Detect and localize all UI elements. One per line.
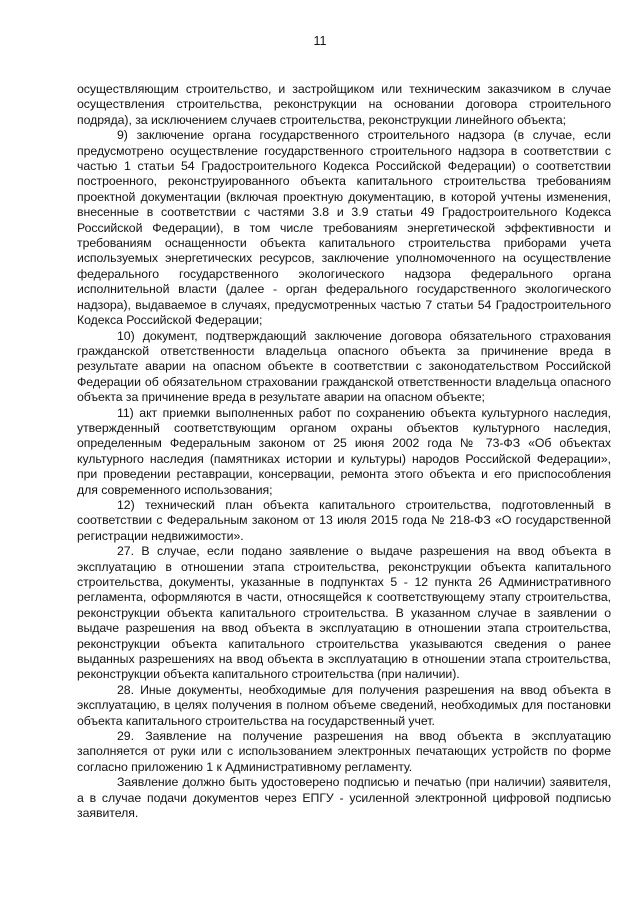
paragraph-item-12: 12) технический план объекта капитального строительства, подготовленный в соответствии с Федеральным законом от 13 июля 2015 года № 218-ФЗ «О государственной регистрации недвижимости». (77, 497, 611, 543)
page-number: 11 (313, 34, 327, 48)
paragraph-clause-29: 29. Заявление на получение разрешения на ввод объекта в эксплуатацию заполняется от руки или с использованием электронных печатающих устройств по форме согласно приложению 1 к Административному регламенту. (77, 729, 611, 774)
paragraph-signature-requirement: Заявление должно быть удостоверено подписью и печатью (при наличии) заявителя, а в случае подачи документов через ЕПГУ - усиленной электронной цифровой подписью заявителя. (77, 775, 611, 821)
document-body (77, 82, 611, 822)
paragraph-continuation: осуществляющим строительство, и застройщиком или техническим заказчиком в случае осуществления строительства, реконструкции на основании договора строительного подряда), за исключением случаев строительства, реконструкции линейного объекта; (77, 82, 611, 127)
paragraph-item-9: 9) заключение органа государственного строительного надзора (в случае, если предусмотрено осуществление государственного строительного надзора в соответствии с частью 1 статьи 54 Градостроительного Кодекса Российской Федерации) о соответствии построенного, реконструированного объекта капитального строительства требованиям проектной документации (включая проектную документацию, в которой учтены изменения, внесенные в соответствии с частями 3.8 и 3.9 статьи 49 Градостроительного Кодекса Российской Федерации), в том числе требованиям энергетической эффективности и требованиям оснащенности объекта капитального строительства приборами учета используемых энергетических ресурсов, заключение уполномоченного на осуществление федерального государственного экологического надзора федерального органа исполнительной власти (далее - орган федерального государственного экологического надзора), выдаваемое в случаях, предусмотренных частью 7 статьи 54 Градостроительного Кодекса Российской Федерации; (77, 128, 611, 328)
paragraph-item-11: 11) акт приемки выполненных работ по сохранению объекта культурного наследия, утвержденный соответствующим органом охраны объектов культурного наследия, определенным Федеральным законом от 25 июня 2002 года № 73-ФЗ «Об объектах культурного наследия (памятниках истории и культуры) народов Российской Федерации», при проведении реставрации, консервации, ремонта этого объекта и его приспособления для современного использования; (77, 405, 611, 497)
paragraph-item-10: 10) документ, подтверждающий заключение договора обязательного страхования гражданской ответственности владельца опасного объекта за причинение вреда в результате аварии на опасном объекте в соответствии с законодательством Российской Федерации об обязательном страховании гражданской ответственности владельца опасного объекта за причинение вреда в результате аварии на опасном объекте; (77, 328, 611, 405)
paragraph-clause-27: 27. В случае, если подано заявление о выдаче разрешения на ввод объекта в эксплуатацию в отношении этапа строительства, реконструкции объекта капитального строительства, документы, указанные в подпунктах 5 - 12 пункта 26 Административного регламента, оформляются в части, относящейся к соответствующему этапу строительства, реконструкции объекта капитального строительства. В указанном случае в заявлении о выдаче разрешения на ввод объекта в эксплуатацию в отношении этапа строительства, реконструкции объекта капитального строительства указываются сведения о ранее выданных разрешениях на ввод объекта в эксплуатацию в отношении этапа строительства, реконструкции объекта капитального строительства (при наличии). (77, 544, 611, 682)
paragraph-clause-28: 28. Иные документы, необходимые для получения разрешения на ввод объекта в эксплуатацию, в целях получения в полном объеме сведений, необходимых для постановки объекта капитального строительства на государственный учет. (77, 682, 611, 728)
